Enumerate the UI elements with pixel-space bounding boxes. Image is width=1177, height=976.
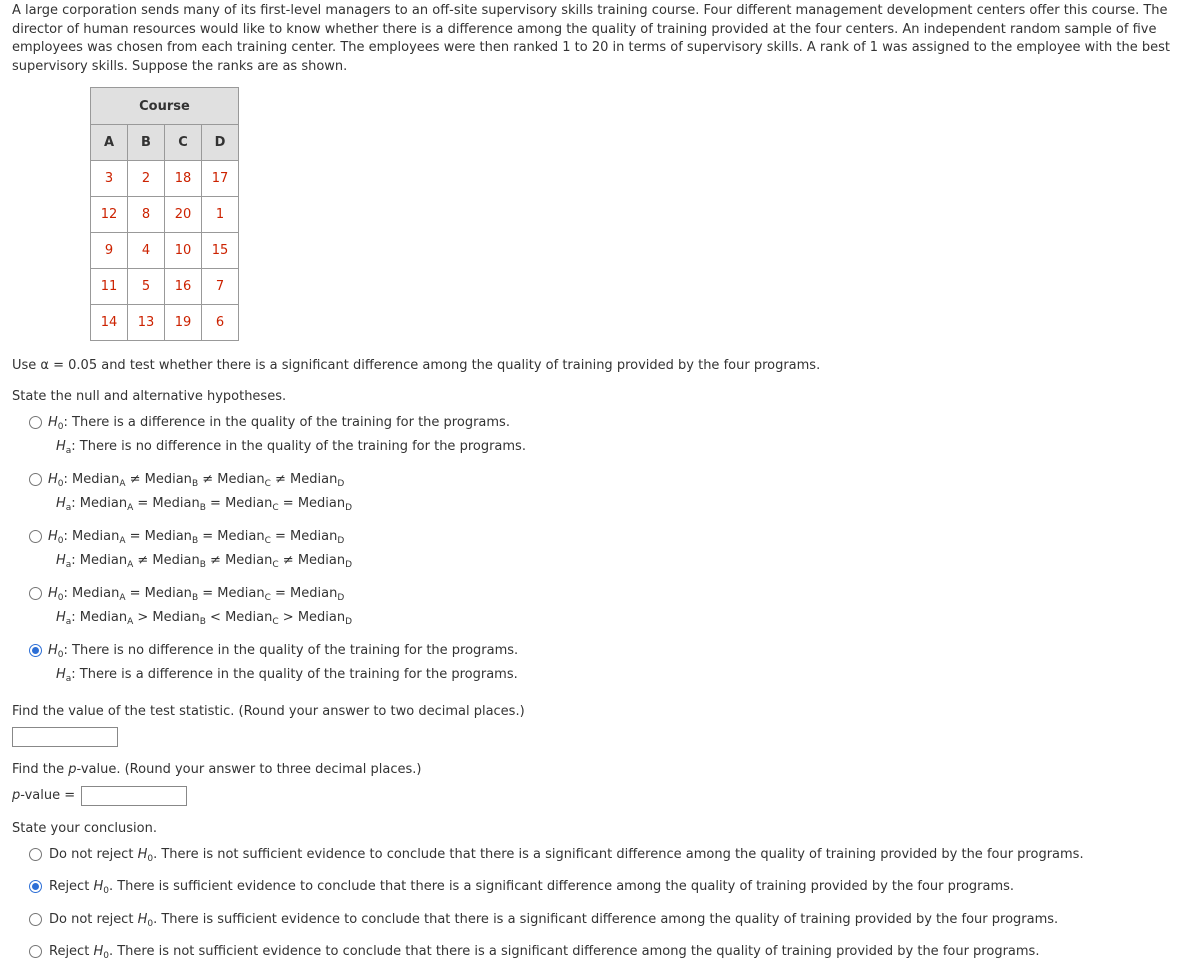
p-value-label: p-value =	[12, 788, 76, 803]
p-value-input[interactable]	[81, 786, 187, 806]
hypotheses-prompt: State the null and alternative hypotheses.	[12, 389, 287, 404]
conclusion-radio-3[interactable]	[29, 913, 42, 926]
test-statistic-prompt: Find the value of the test statistic. (Round your answer to two decimal places.)	[12, 704, 525, 719]
table-cell: 12	[91, 197, 128, 233]
table-cell: 6	[202, 305, 239, 341]
problem-intro: A large corporation sends many of its first-level managers to an off-site supervisory skills training course. Four different management development centers offer this course. The director of human resources would like to know whether there is a difference among the quality of training provided at the four centers. An independent random sample of five employees was chosen from each training center. The employees were then ranked 1 to 20 in terms of supervisory skills. A rank of 1 was assigned to the employee with the best supervisory skills. Suppose the ranks are as shown.	[12, 3, 1170, 74]
table-row	[91, 233, 239, 269]
table-row	[91, 269, 239, 305]
table-cell: 9	[91, 233, 128, 269]
table-cell: 15	[202, 233, 239, 269]
table-cell: 8	[128, 197, 165, 233]
table-row	[91, 305, 239, 341]
col-header-d: D	[202, 125, 239, 161]
conclusion-radio-2[interactable]	[29, 880, 42, 893]
hypothesis-5-null: $H_0$: There is no difference in the quality of the training for the programs.	[48, 643, 519, 660]
conclusion-text-1: Do not reject $H_0$. There is not sufficient evidence to conclude that there is a significant difference among the quality of training provided by the four programs.	[49, 847, 1084, 864]
conclusion-text-2: Reject $H_0$. There is sufficient evidence to conclude that there is a significant difference among the quality of training provided by the four programs.	[49, 879, 1015, 896]
table-cell: 5	[128, 269, 165, 305]
table-cell: 2	[128, 161, 165, 197]
hypothesis-radio-4[interactable]	[29, 587, 42, 600]
table-row	[91, 161, 239, 197]
p-value-prompt: Find the p-value. (Round your answer to three decimal places.)	[12, 762, 422, 777]
hypothesis-radio-3[interactable]	[29, 530, 42, 543]
col-header-b: B	[128, 125, 165, 161]
table-cell: 13	[128, 305, 165, 341]
table-cell: 17	[202, 161, 239, 197]
table-cell: 11	[91, 269, 128, 305]
hypothesis-5-alt: $H_a$: There is a difference in the quality of the training for the programs.	[56, 667, 518, 684]
hypothesis-4-alt: $H_a$: Median$_A$ > Median$_B$ < Median$_C$ > Median$_D$	[56, 610, 353, 627]
conclusion-prompt: State your conclusion.	[12, 821, 157, 836]
conclusion-text-3: Do not reject $H_0$. There is sufficient evidence to conclude that there is a significant difference among the quality of training provided by the four programs.	[49, 912, 1059, 929]
table-cell: 18	[165, 161, 202, 197]
table-row	[91, 197, 239, 233]
table-cell: 1	[202, 197, 239, 233]
conclusion-radio-4[interactable]	[29, 945, 42, 958]
hypothesis-radio-5[interactable]	[29, 644, 42, 657]
hypothesis-1-alt: $H_a$: There is no difference in the quality of the training for the programs.	[56, 439, 526, 456]
hypothesis-4-null: $H_0$: Median$_A$ = Median$_B$ = Median$_C$ = Median$_D$	[48, 586, 345, 603]
table-cell: 20	[165, 197, 202, 233]
table-cell: 19	[165, 305, 202, 341]
hypothesis-2-alt: $H_a$: Median$_A$ = Median$_B$ = Median$_C$ = Median$_D$	[56, 496, 353, 513]
hypothesis-3-null: $H_0$: Median$_A$ = Median$_B$ = Median$_C$ = Median$_D$	[48, 529, 345, 546]
ranks-table	[90, 87, 239, 341]
hypothesis-3-alt: $H_a$: Median$_A$ ≠ Median$_B$ ≠ Median$_C$ ≠ Median$_D$	[56, 553, 353, 570]
conclusion-radio-1[interactable]	[29, 848, 42, 861]
col-header-a: A	[91, 125, 128, 161]
table-cell: 4	[128, 233, 165, 269]
table-cell: 14	[91, 305, 128, 341]
alpha-instruction: Use α = 0.05 and test whether there is a significant difference among the quality of training provided by the four programs.	[12, 358, 821, 373]
table-cell: 10	[165, 233, 202, 269]
table-title: Course	[91, 88, 239, 125]
hypothesis-2-null: $H_0$: Median$_A$ ≠ Median$_B$ ≠ Median$_C$ ≠ Median$_D$	[48, 472, 345, 489]
hypothesis-radio-1[interactable]	[29, 416, 42, 429]
conclusion-text-4: Reject $H_0$. There is not sufficient evidence to conclude that there is a significant difference among the quality of training provided by the four programs.	[49, 944, 1040, 961]
col-header-c: C	[165, 125, 202, 161]
hypothesis-radio-2[interactable]	[29, 473, 42, 486]
table-cell: 16	[165, 269, 202, 305]
hypothesis-1-null: $H_0$: There is a difference in the quality of the training for the programs.	[48, 415, 510, 432]
test-statistic-input[interactable]	[12, 727, 118, 747]
table-cell: 3	[91, 161, 128, 197]
table-cell: 7	[202, 269, 239, 305]
